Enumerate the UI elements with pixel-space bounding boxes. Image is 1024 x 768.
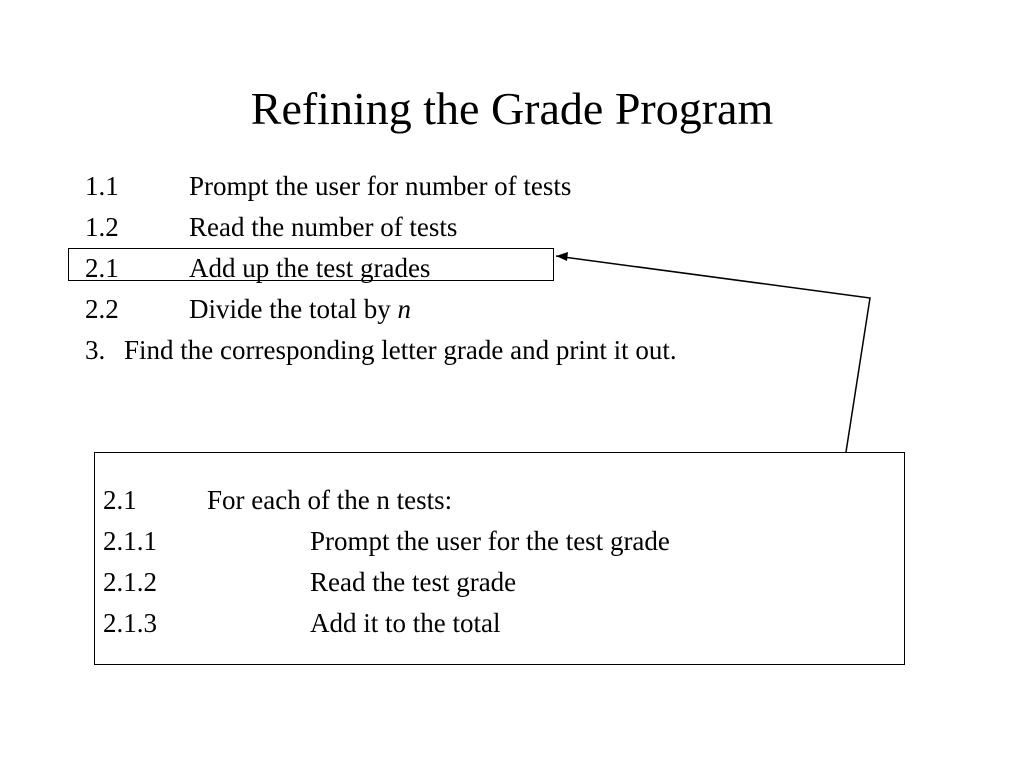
outline-item-text: Read the number of tests: [189, 212, 458, 242]
outline-item-number: 1.1: [85, 171, 119, 201]
outline-item-3: [85, 330, 885, 371]
refinement-item-text: For each of the n tests:: [207, 485, 453, 515]
refinement-item-number: 2.1.3: [103, 608, 157, 638]
variable-n: n: [397, 294, 411, 324]
refinement-item-text: Prompt the user for the test grade: [310, 526, 670, 556]
outline-item-2-2: [85, 289, 885, 330]
outline-item-text: Add up the test grades: [189, 253, 431, 283]
refinement-item-number: 2.1.2: [103, 567, 157, 597]
refinement-item-2-1-1: [103, 521, 893, 562]
outline-item-number: 1.2: [85, 212, 119, 242]
refinement-item-2-1-2: [103, 562, 893, 603]
outline-item-text: Find the corresponding letter grade and print it out.: [124, 335, 677, 365]
highlight-box-step-2-1: [68, 248, 554, 281]
refinement-item-text: Add it to the total: [310, 608, 501, 638]
outline-item-number: 2.2: [85, 294, 119, 324]
slide-title: Refining the Grade Program: [250, 83, 774, 134]
refinement-item-2-1: [103, 480, 893, 521]
refinement-item-2-1-3: [103, 603, 893, 644]
outline-item-text-wrap: [189, 289, 411, 330]
refinement-item-number: 2.1: [103, 485, 137, 515]
refinement-item-number: 2.1.1: [103, 526, 157, 556]
outline-item-1-2: [85, 207, 885, 248]
refinement-list: [103, 480, 893, 644]
outline-item-1-1: [85, 166, 885, 207]
outline-item-text: Divide the total by: [189, 294, 398, 324]
outline-item-number: 2.1: [85, 253, 119, 283]
refinement-item-text: Read the test grade: [310, 567, 517, 597]
outline-item-text: Prompt the user for number of tests: [189, 171, 572, 201]
outline-item-number: 3.: [85, 335, 106, 365]
